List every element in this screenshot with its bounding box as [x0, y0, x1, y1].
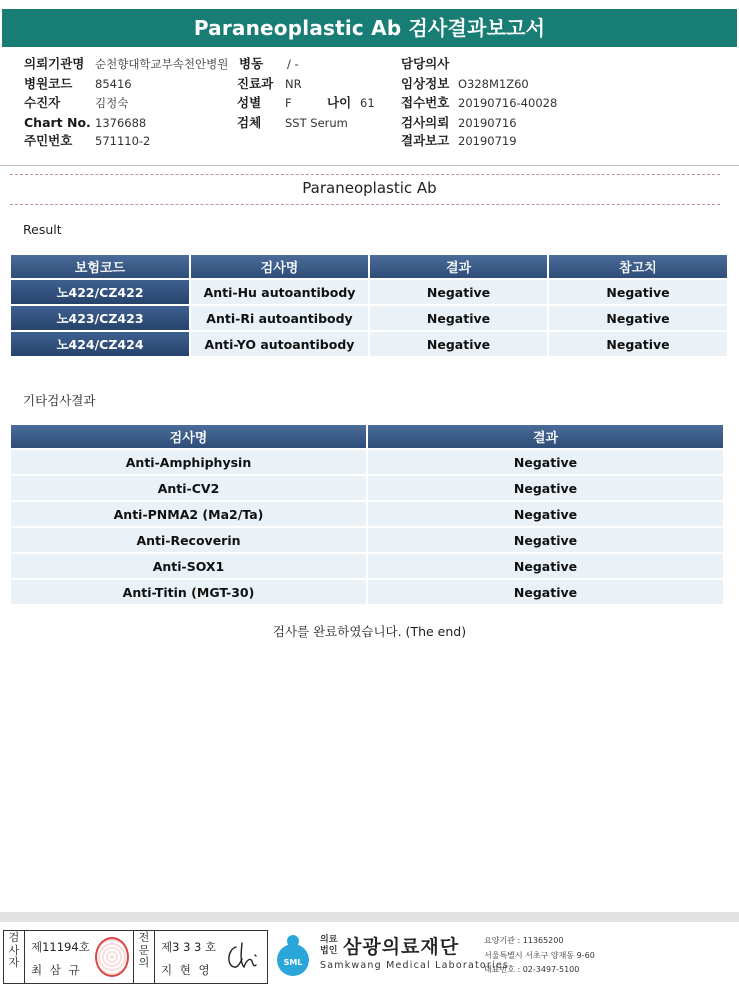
column-header: 검사명	[11, 425, 366, 448]
sml-logo-icon	[272, 932, 314, 978]
info-label: 주민번호	[24, 133, 73, 148]
info-value: 85416	[95, 77, 132, 91]
table-header-row	[11, 425, 723, 448]
info-value: / -	[287, 57, 299, 71]
test-result: Negative	[368, 528, 723, 552]
test-result: Negative	[370, 280, 547, 304]
test-result: Negative	[368, 476, 723, 500]
info-specimen	[237, 115, 348, 130]
org-english-name: Samkwang Medical Laboratories	[320, 960, 510, 971]
specialist-name: 지 현 영	[161, 963, 212, 977]
table-row	[11, 580, 723, 604]
info-value: NR	[285, 77, 302, 91]
divider-line	[10, 174, 720, 175]
report-title-bar: Paraneoplastic Ab 검사결과보고서	[2, 9, 737, 47]
info-label: 담당의사	[401, 56, 450, 71]
info-label: 병원코드	[24, 76, 73, 91]
specialist-label-text: 전문의	[138, 931, 150, 969]
test-name: Anti-Titin (MGT-30)	[11, 580, 366, 604]
test-result: Negative	[370, 306, 547, 330]
info-value: 61	[360, 96, 375, 110]
org-type-line: 법인	[320, 946, 338, 956]
table-row	[11, 306, 727, 330]
insurance-code: 노424/CZ424	[11, 332, 189, 356]
info-label: 접수번호	[401, 95, 450, 110]
org-name: 삼광의료재단	[343, 936, 460, 958]
info-label: 검체	[237, 115, 262, 130]
info-doctor	[401, 57, 449, 71]
examiner-label-text: 검사자	[8, 931, 20, 969]
footer-band	[0, 912, 739, 922]
column-header: 결과	[368, 425, 723, 448]
info-department	[237, 76, 302, 91]
reference-value: Negative	[549, 332, 727, 356]
info-patient	[24, 95, 129, 110]
table-row	[11, 476, 723, 500]
table-header-row	[11, 255, 727, 278]
info-ward	[239, 56, 299, 71]
examiner-label	[4, 930, 24, 984]
seal-stamp-icon	[95, 937, 129, 977]
org-phone: 대표번호 : 02-3497-5100	[484, 965, 580, 974]
reference-value: Negative	[549, 306, 727, 330]
info-value: 20190716	[458, 116, 517, 130]
info-value: F	[285, 96, 292, 110]
signature-icon	[222, 935, 262, 975]
test-name: Anti-Hu autoantibody	[191, 280, 368, 304]
column-header: 보험코드	[11, 255, 189, 278]
test-name: Anti-PNMA2 (Ma2/Ta)	[11, 502, 366, 526]
reference-value: Negative	[549, 280, 727, 304]
info-request-date	[401, 115, 517, 130]
divider-line	[10, 204, 720, 205]
info-label: 임상정보	[401, 76, 450, 91]
examiner-license-no: 제11194호	[31, 940, 90, 954]
specialist-label	[134, 930, 154, 984]
table-row	[11, 450, 723, 474]
test-name: Anti-CV2	[11, 476, 366, 500]
test-result: Negative	[370, 332, 547, 356]
info-value: 1376688	[95, 116, 147, 130]
org-type	[320, 935, 337, 957]
table-row	[11, 280, 727, 304]
end-note: 검사를 완료하였습니다. (The end)	[272, 624, 467, 639]
info-label: 수진자	[24, 95, 61, 110]
info-label: 성별	[237, 95, 262, 110]
table-row	[11, 554, 723, 578]
insurance-code: 노422/CZ422	[11, 280, 189, 304]
column-header: 결과	[370, 255, 547, 278]
info-label: 의뢰기관명	[24, 56, 85, 71]
test-result: Negative	[368, 502, 723, 526]
info-age	[327, 95, 375, 110]
column-header: 검사명	[191, 255, 368, 278]
other-results-heading: 기타검사결과	[23, 393, 96, 408]
divider-line	[154, 930, 155, 984]
info-label: 병동	[239, 56, 264, 71]
info-label: 나이	[327, 95, 352, 110]
header-divider	[0, 165, 739, 166]
info-resident-no	[24, 133, 151, 148]
test-name: Anti-SOX1	[11, 554, 366, 578]
info-institution	[24, 56, 229, 71]
org-address: 서울특별시 서초구 양재동 9-60	[484, 951, 595, 960]
result-heading: Result	[23, 222, 62, 237]
info-label: 검사의뢰	[401, 115, 450, 130]
insurance-code: 노423/CZ423	[11, 306, 189, 330]
info-value: 김정숙	[95, 96, 129, 110]
info-value: 571110-2	[95, 134, 151, 148]
info-chart-no	[24, 115, 147, 130]
divider-line	[24, 930, 25, 984]
info-label: Chart No.	[24, 115, 91, 130]
result-table	[9, 253, 729, 358]
org-type-line: 의료	[320, 935, 338, 945]
specialist-license-no: 제3 3 3 호	[161, 940, 217, 954]
test-result: Negative	[368, 450, 723, 474]
info-value: 순천향대학교부속천안병원	[95, 57, 229, 71]
test-name: Anti-Amphiphysin	[11, 450, 366, 474]
info-value: O328M1Z60	[458, 77, 529, 91]
section-title: Paraneoplastic Ab	[302, 179, 437, 197]
info-label: 결과보고	[401, 133, 450, 148]
info-label: 진료과	[237, 76, 274, 91]
info-sex	[237, 95, 292, 110]
test-result: Negative	[368, 580, 723, 604]
info-clinical	[401, 76, 529, 91]
test-name: Anti-Recoverin	[11, 528, 366, 552]
test-result: Negative	[368, 554, 723, 578]
info-receipt-no	[401, 95, 558, 110]
table-row	[11, 332, 727, 356]
column-header: 참고치	[549, 255, 727, 278]
table-row	[11, 528, 723, 552]
info-value: 20190719	[458, 134, 517, 148]
info-hospital-code	[24, 76, 132, 91]
other-results-table	[9, 423, 725, 606]
test-name: Anti-YO autoantibody	[191, 332, 368, 356]
info-value: 20190716-40028	[458, 96, 558, 110]
org-code: 요양기관 : 11365200	[484, 936, 564, 945]
info-value: SST Serum	[285, 116, 348, 130]
info-report-date	[401, 133, 517, 148]
table-row	[11, 502, 723, 526]
examiner-name: 최 삼 규	[31, 963, 82, 977]
test-name: Anti-Ri autoantibody	[191, 306, 368, 330]
logo-text: SML	[283, 958, 303, 967]
